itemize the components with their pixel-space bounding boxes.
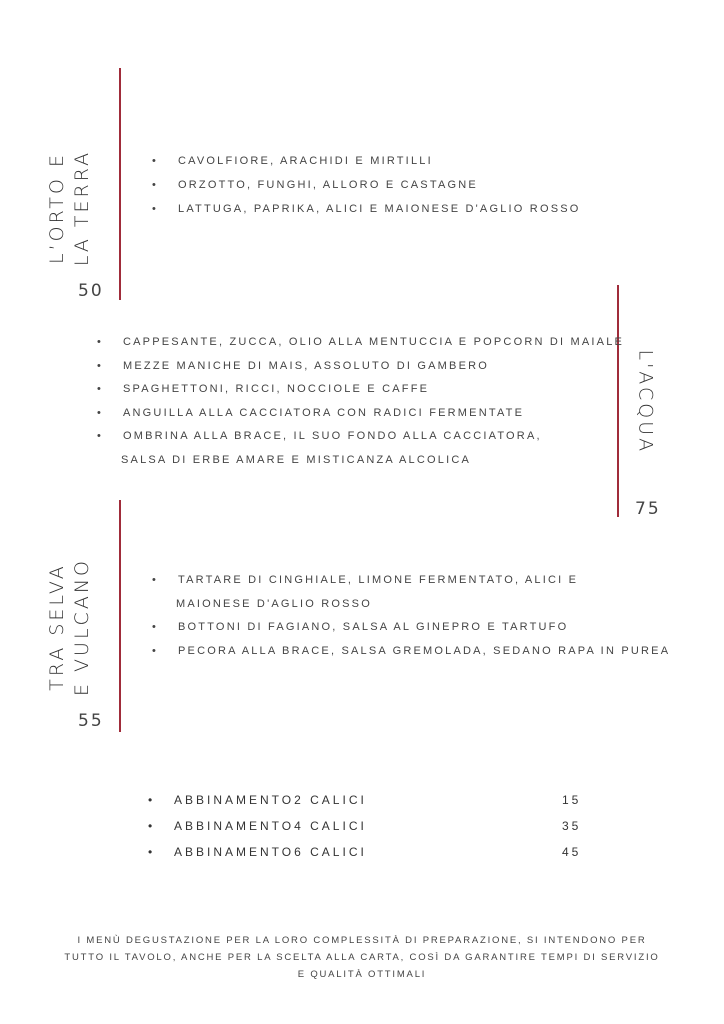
bullet-icon: •	[152, 179, 159, 191]
bullet-icon: •	[152, 155, 159, 167]
list-item: • CAVOLFIORE, ARACHIDI E MIRTILLI	[152, 155, 433, 167]
list-item: • MEZZE MANICHE DI MAIS, ASSOLUTO DI GAMBERO	[97, 359, 490, 372]
list-item: • ORZOTTO, FUNGHI, ALLORO E CASTAGNE	[152, 179, 478, 191]
section-divider-selva	[119, 500, 121, 732]
list-item: • CAPPESANTE, ZUCCA, OLIO ALLA MENTUCCIA E POPCORN DI MAIALE	[97, 336, 625, 348]
bullet-icon: •	[97, 383, 104, 395]
footer-line: E QUALITÀ OTTIMALI	[297, 969, 427, 980]
list-item-continuation: MAIONESE D'AGLIO ROSSO	[176, 597, 372, 610]
bullet-icon: •	[152, 644, 159, 657]
section-title-acqua: L'ACQUA	[634, 349, 657, 455]
list-item: • ANGUILLA ALLA CACCIATORA CON RADICI FERMENTATE	[97, 406, 525, 419]
section-divider-orto	[119, 68, 121, 300]
pairing-label: ABBINAMENTO2 CALICI	[174, 793, 367, 807]
section-price-acqua: 75	[635, 499, 661, 519]
dish-list-orto	[152, 155, 581, 227]
dish-list-acqua	[97, 336, 624, 477]
bullet-icon: •	[152, 621, 159, 633]
bullet-icon: •	[152, 203, 159, 215]
bullet-icon: •	[152, 574, 159, 586]
pairing-price: 35	[562, 819, 582, 833]
bullet-icon: •	[97, 336, 104, 348]
pairing-label: ABBINAMENTO6 CALICI	[174, 845, 367, 859]
list-item: • SPAGHETTONI, RICCI, NOCCIOLE E CAFFE	[97, 383, 430, 395]
list-item: • LATTUGA, PAPRIKA, ALICI E MAIONESE D'AGLIO ROSSO	[152, 203, 581, 215]
section-title-selva-line1: TRA SELVA	[46, 563, 68, 691]
section-price-selva: 55	[78, 711, 104, 731]
footer-note	[40, 932, 684, 983]
list-item: • PECORA ALLA BRACE, SALSA GREMOLADA, SEDANO RAPA IN PUREA	[152, 644, 671, 657]
dish-list-selva	[152, 574, 670, 668]
bullet-icon: •	[97, 359, 104, 372]
section-title-selva-line2: E VULCANO	[71, 558, 93, 696]
bullet-icon: •	[148, 819, 156, 833]
footer-line: TUTTO IL TAVOLO, ANCHE PER LA SCELTA ALLA CARTA, COSÌ DA GARANTIRE TEMPI DI SERVIZIO	[64, 952, 660, 963]
list-item: • TARTARE DI CINGHIALE, LIMONE FERMENTATO, ALICI E	[152, 574, 579, 586]
section-price-orto: 50	[78, 281, 104, 301]
list-item: • BOTTONI DI FAGIANO, SALSA AL GINEPRO E TARTUFO	[152, 621, 569, 633]
pairing-label: ABBINAMENTO4 CALICI	[174, 819, 367, 833]
section-title-orto-line2: LA TERRA	[71, 149, 93, 267]
section-title-selva	[45, 552, 95, 702]
pairing-price: 15	[562, 793, 582, 807]
footer-line: I MENÙ DEGUSTAZIONE PER LA LORO COMPLESSITÀ DI PREPARAZIONE, SI INTENDONO PER	[77, 935, 647, 946]
list-item: • OMBRINA ALLA BRACE, IL SUO FONDO ALLA CACCIATORA,	[97, 430, 542, 442]
section-title-orto-line1: L’ORTO E	[46, 152, 68, 265]
pairing-price: 45	[562, 845, 582, 859]
bullet-icon: •	[148, 793, 156, 807]
bullet-icon: •	[97, 406, 104, 419]
bullet-icon: •	[97, 430, 104, 442]
bullet-icon: •	[148, 845, 156, 859]
list-item-continuation: SALSA DI ERBE AMARE E MISTICANZA ALCOLICA	[121, 453, 472, 466]
section-title-orto	[45, 133, 95, 283]
